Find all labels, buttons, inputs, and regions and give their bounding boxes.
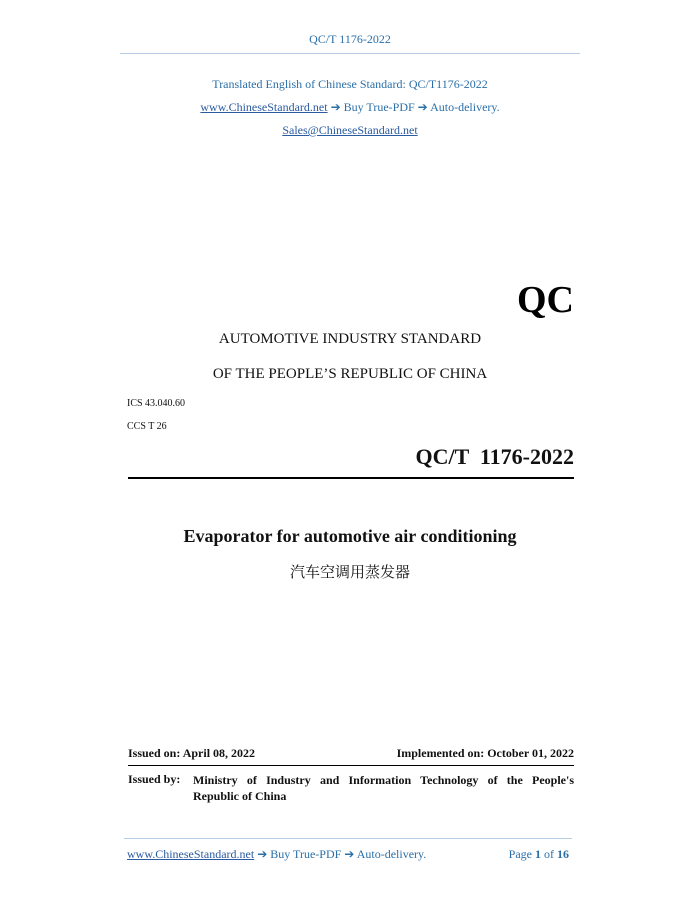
footer-divider bbox=[124, 838, 572, 839]
auto-delivery-text: Auto-delivery. bbox=[430, 100, 500, 114]
implemented-on-date: Implemented on: October 01, 2022 bbox=[396, 746, 574, 760]
arrow-icon: ➔ bbox=[344, 847, 355, 861]
standard-number: QC/T 1176-2022 bbox=[415, 444, 574, 469]
footer-auto-delivery-text: Auto-delivery. bbox=[356, 847, 427, 861]
standard-number-rule bbox=[128, 477, 574, 479]
website-link[interactable]: www.ChineseStandard.net bbox=[200, 100, 328, 114]
country-heading: OF THE PEOPLE’S REPUBLIC OF CHINA bbox=[212, 366, 488, 382]
issued-by-value-line2: Republic of China bbox=[193, 789, 287, 803]
footer-links-line bbox=[127, 847, 426, 862]
title-chinese: 汽车空调用蒸发器 bbox=[289, 563, 410, 581]
issued-on-date: Issued on: April 08, 2022 bbox=[128, 746, 256, 760]
footer-buy-pdf-text: Buy True-PDF bbox=[270, 847, 342, 861]
title-english: Evaporator for automotive air conditioning bbox=[183, 526, 517, 546]
running-header: QC/T 1176-2022 bbox=[309, 32, 391, 46]
page-total: 16 bbox=[557, 847, 569, 861]
ics-code: ICS 43.040.60 bbox=[127, 398, 186, 409]
arrow-icon: ➔ bbox=[417, 100, 428, 114]
header-divider bbox=[120, 53, 580, 54]
email-line bbox=[0, 123, 700, 138]
page-label: Page bbox=[508, 847, 532, 861]
dates-rule bbox=[128, 765, 574, 766]
page-indicator bbox=[509, 847, 569, 862]
email-link[interactable]: Sales@ChineseStandard.net bbox=[282, 123, 418, 137]
issued-by-label: Issued by: bbox=[128, 772, 181, 786]
promo-line: Translated English of Chinese Standard: QC/T1176-2022 bbox=[212, 77, 488, 91]
qc-logo: QC bbox=[517, 279, 574, 321]
arrow-icon: ➔ bbox=[330, 100, 341, 114]
industry-standard-heading: AUTOMOTIVE INDUSTRY STANDARD bbox=[218, 331, 482, 347]
issued-by-value bbox=[193, 772, 574, 789]
issued-by-line1: Ministry of Industry and Information Technology of the People's bbox=[193, 773, 574, 787]
page-current: 1 bbox=[535, 847, 541, 861]
promo-links-line bbox=[0, 100, 700, 115]
footer-website-link[interactable]: www.ChineseStandard.net bbox=[127, 847, 255, 861]
arrow-icon: ➔ bbox=[257, 847, 268, 861]
buy-pdf-text: Buy True-PDF bbox=[343, 100, 415, 114]
page-of-label: of bbox=[544, 847, 554, 861]
ccs-code: CCS T 26 bbox=[127, 421, 167, 432]
